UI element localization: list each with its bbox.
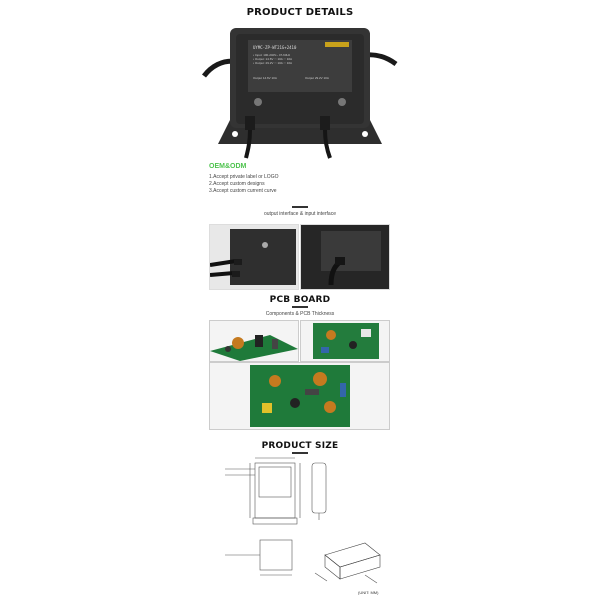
product-model-label: UYMC-ZP-WT21G+2410	[253, 45, 297, 50]
pcb-board-title: PCB BOARD	[269, 295, 331, 305]
pcb-photo-top	[300, 320, 390, 362]
product-label-line: • Output: 14.6V ⎓ 10A ⎓ 10A	[253, 57, 293, 61]
product-size-title: PRODUCT SIZE	[261, 441, 339, 451]
product-label-line: • Input: 100-240V~ 47-63Hz	[253, 53, 291, 57]
input-interface-photo	[300, 224, 390, 290]
divider	[292, 206, 308, 208]
pcb-photo-full	[209, 362, 390, 430]
unit-note: (UNIT: MM)	[358, 590, 379, 595]
status-right-label: Output 29.2V 10A	[305, 76, 329, 80]
pcb-caption: Components & PCB Thickness	[265, 311, 335, 317]
oem-item: 3.Accept custom current curve	[209, 188, 277, 194]
product-label-line: • Output: 29.2V ⎓ 10A ⎓ 10A	[253, 61, 293, 65]
oem-item: 2.Accept custom designs	[209, 181, 265, 187]
dimension-drawing	[215, 455, 390, 590]
interface-caption: output interface & input interface	[264, 211, 336, 217]
divider	[292, 452, 308, 454]
oem-title: OEM&ODM	[209, 163, 247, 170]
status-left-label: Output 14.6V 10A	[253, 76, 277, 80]
divider	[292, 306, 308, 308]
output-interface-photo	[209, 224, 299, 290]
product-details-title: PRODUCT DETAILS	[246, 7, 354, 18]
pcb-photo-side	[209, 320, 299, 362]
oem-item: 1.Accept private label or LOGO	[209, 174, 279, 180]
product-photo	[200, 20, 400, 160]
